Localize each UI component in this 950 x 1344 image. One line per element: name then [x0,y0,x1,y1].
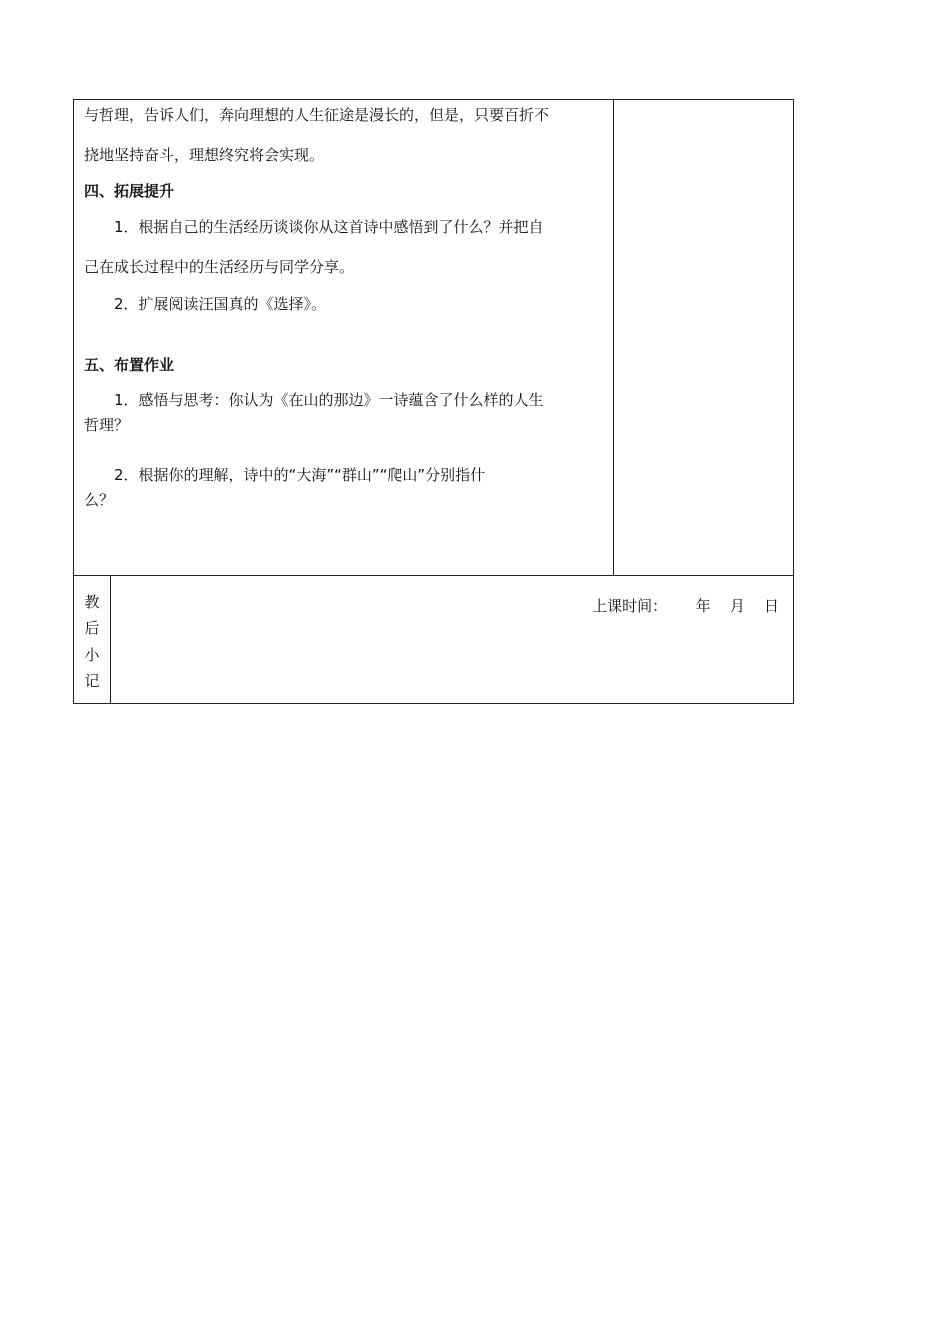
class-time-label: 上课时间： [592,597,668,615]
homework-item-1-line-1: 1．感悟与思考：你认为《在山的那边》一诗蕴含了什么样的人生 [114,391,544,409]
extension-item-1-line-1: 1．根据自己的生活经历谈谈你从这首诗中感悟到了什么？并把自 [114,218,544,236]
homework-item-1-line-2: 哲理？ [84,416,130,434]
year-label: 年 [695,597,711,615]
post-class-notes-label [74,576,111,704]
homework-item-2-line-2: 么？ [84,491,115,509]
post-class-notes-row [74,575,793,703]
label-char: 后 [84,619,100,637]
lesson-plan-table [73,99,794,704]
post-class-notes-content [111,576,793,704]
homework-item-2-line-1: 2．根据你的理解，诗中的“大海”“群山”“爬山”分别指什 [114,466,486,484]
content-line-2: 挠地坚持奋斗，理想终究将会实现。 [84,146,325,164]
extension-item-2: 2．扩展阅读汪国真的《选择》。 [114,295,327,313]
class-time-row [592,595,779,616]
label-char: 教 [84,593,100,611]
side-notes-cell [614,100,793,575]
label-char: 小 [84,646,100,664]
lesson-content-cell [74,100,614,575]
section-heading-extension: 四、拓展提升 [84,182,175,200]
month-label: 月 [729,597,745,615]
content-line-1: 与哲理，告诉人们，奔向理想的人生征途是漫长的，但是，只要百折不 [84,106,550,124]
day-label: 日 [763,597,779,615]
extension-item-1-line-2: 己在成长过程中的生活经历与同学分享。 [84,258,355,276]
label-char: 记 [84,672,100,690]
section-heading-homework: 五、布置作业 [84,356,175,374]
